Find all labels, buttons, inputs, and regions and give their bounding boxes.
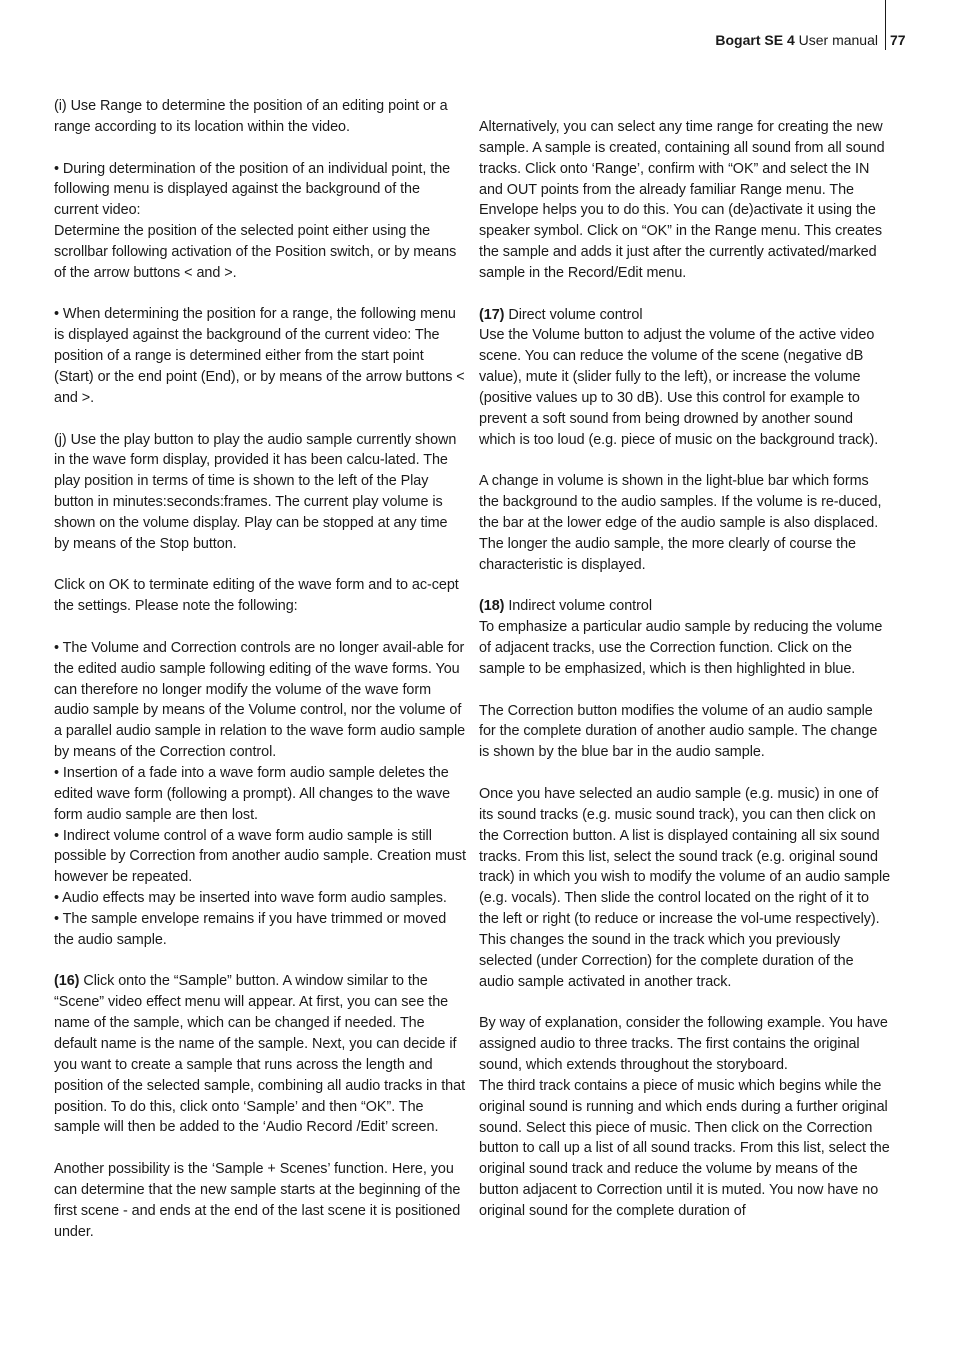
paragraph-text: • The sample envelope remains if you have trimmed or moved the audio sample. — [54, 910, 447, 948]
header-divider — [885, 0, 886, 50]
paragraph — [54, 575, 466, 617]
paragraph-text: Alternatively, you can select any time range for creating the new sample. A sample is created, containing all sound from all sound tracks. Click onto ‘Range’, confirm with “OK” and select the IN and OUT points from the already familiar Range menu. The Envelope helps you to do this. You can (de)activate it using the speaker symbol. Click on “OK” in the Range menu. This creates the sample and adds it just after the currently activated/marked sample in the Record/Edit menu. — [479, 119, 885, 281]
section-number: (18) — [479, 598, 505, 615]
paragraph-spacer — [479, 284, 891, 305]
paragraph — [479, 784, 891, 992]
paragraph — [54, 638, 466, 763]
paragraph-spacer — [54, 555, 466, 576]
paragraph — [54, 826, 466, 889]
paragraph-spacer — [54, 951, 466, 972]
paragraph-text: The third track contains a piece of music which begins while the original sound is running and which ends during a further original sound. Select this piece of music. Then click on the Correction button to call up a list of all sound tracks. From this list, select the original sound track and reduce the volume by means of the button adjacent to Correction until it is muted. You now have no original sound for the complete duration of — [479, 1077, 890, 1219]
paragraph-text: • Audio effects may be inserted into wave form audio samples. — [54, 890, 447, 907]
paragraph-spacer — [54, 617, 466, 638]
header-manual: User manual — [794, 32, 878, 48]
paragraph-text: (i) Use Range to determine the position of an editing point or a range according to its location within the video. — [54, 98, 448, 135]
section-number: (17) — [479, 306, 505, 323]
paragraph — [479, 1013, 891, 1076]
paragraph — [54, 304, 466, 408]
paragraph-spacer — [54, 409, 466, 430]
header-product: Bogart SE 4 — [715, 32, 795, 48]
left-column — [54, 96, 466, 1242]
paragraph — [54, 430, 466, 555]
paragraph-spacer — [54, 1138, 466, 1159]
paragraph-spacer — [54, 284, 466, 305]
paragraph-text: Click on OK to terminate editing of the wave form and to ac-cept the settings. Please note the following: — [54, 577, 459, 615]
paragraph-text: • When determining the position for a range, the following menu is displayed against the background of the current video: The position of a range is determined either from the start point (Start) or the end point (End), or by means of the arrow buttons < and >. — [54, 306, 465, 406]
paragraph — [54, 1159, 466, 1242]
paragraph — [54, 763, 466, 826]
paragraph-spacer — [54, 138, 466, 159]
paragraph — [479, 617, 891, 680]
paragraph — [54, 971, 466, 1138]
paragraph — [479, 1076, 891, 1222]
paragraph-text: Click onto the “Sample” button. A window similar to the “Scene” video effect menu will appear. At first, you can see the name of the sample, which can be changed if needed. The default name is the name of the sample. Next, you can decide if you want to create a sample that runs across the length and position of the selected sample, combining all audio tracks in that position. To do this, click onto ‘Sample’ and then “OK”. The sample will then be added to the ‘Audio Record /Edit’ screen. — [54, 973, 466, 1136]
running-header — [715, 30, 878, 50]
paragraph-text: • Indirect volume control of a wave form audio sample is still possible by Correction from another audio sample. Creation must however be repeated. — [54, 827, 466, 886]
section-number: (16) — [54, 973, 80, 990]
page-number: 77 — [890, 32, 906, 48]
paragraph-spacer — [479, 451, 891, 472]
paragraph — [479, 325, 891, 450]
paragraph-text: Once you have selected an audio sample (e.g. music) in one of its sound tracks (e.g. music sound track), you can then click on the Correction button. A list is displayed containing all six sound tracks. From this list, select the sound track (e.g. original sound track) in which you wish to modify the volume of an audio sample (e.g. vocals). Then slide the control located on the right of it to the left or right (to reduce or increase the vol-ume respectively). This changes the sound in the track which you previously selected (under Correction) for the complete duration of the audio sample activated in another track. — [479, 786, 891, 990]
paragraph-text: A change in volume is shown in the light-blue bar which forms the background to the audio samples. If the volume is re-duced, the bar at the lower edge of the audio sample is also displaced. The longer the audio sample, the more clearly of course the characteristic is displayed. — [479, 473, 882, 573]
paragraph-text: Use the Volume button to adjust the volume of the active video scene. You can reduce the volume of the scene (negative dB value), mute it (slider fully to the left), or increase the volume (positive values up to 30 dB). Use this control for example to prevent a soft sound from being drowned by another sound which is too loud (e.g. piece of music on the background track). — [479, 327, 879, 448]
paragraph — [479, 305, 891, 326]
paragraph — [479, 471, 891, 575]
paragraph-spacer — [479, 992, 891, 1013]
paragraph-text: Determine the position of the selected point either using the scrollbar following activation of the Position switch, or by means of the arrow buttons < and >. — [54, 223, 457, 281]
paragraph — [479, 596, 891, 617]
right-column — [479, 117, 891, 1222]
paragraph-text: To emphasize a particular audio sample by reducing the volume of adjacent tracks, use the Correction function. Click on the sample to be emphasized, which is then highlighted in blue. — [479, 619, 883, 677]
paragraph-text: Another possibility is the ‘Sample + Scenes’ function. Here, you can determine that the new sample starts at the beginning of the first scene - and ends at the end of the last scene it is positioned under. — [54, 1161, 461, 1240]
paragraph — [54, 909, 466, 951]
paragraph-spacer — [479, 680, 891, 701]
paragraph — [54, 221, 466, 284]
paragraph — [54, 96, 466, 138]
paragraph — [54, 159, 466, 222]
paragraph-spacer — [479, 763, 891, 784]
paragraph-text: (j) Use the play button to play the audio sample currently shown in the wave form display, provided it has been calcu-lated. The play position in terms of time is shown to the left of the Play button in minutes:seconds:frames. The current play volume is shown on the volume display. Play can be stopped at any time by means of the Stop button. — [54, 431, 457, 552]
paragraph — [479, 701, 891, 764]
paragraph — [479, 117, 891, 284]
paragraph-text: • Insertion of a fade into a wave form audio sample deletes the edited wave form (following a prompt). All changes to the wave form audio sample are then lost. — [54, 765, 451, 823]
paragraph-text: By way of explanation, consider the following example. You have assigned audio to three tracks. The first contains the original sound, which extends throughout the storyboard. — [479, 1015, 888, 1073]
paragraph-text: Indirect volume control — [504, 598, 652, 615]
paragraph — [54, 888, 466, 909]
paragraph-text: • During determination of the position of an individual point, the following menu is displayed against the background of the current video: — [54, 160, 451, 219]
paragraph-text: The Correction button modifies the volume of an audio sample for the complete duration of another audio sample. The change is shown by the blue bar in the audio sample. — [479, 702, 878, 761]
paragraph-text: Direct volume control — [504, 306, 643, 323]
paragraph-spacer — [479, 576, 891, 597]
paragraph-text: • The Volume and Correction controls are no longer avail-able for the edited audio sample following editing of the wave forms. You can therefore no longer modify the volume of the wave form audio sample by means of the Volume control, nor the volume of a parallel audio sample in relation to the wave form audio sample by means of the Correction control. — [54, 639, 466, 761]
